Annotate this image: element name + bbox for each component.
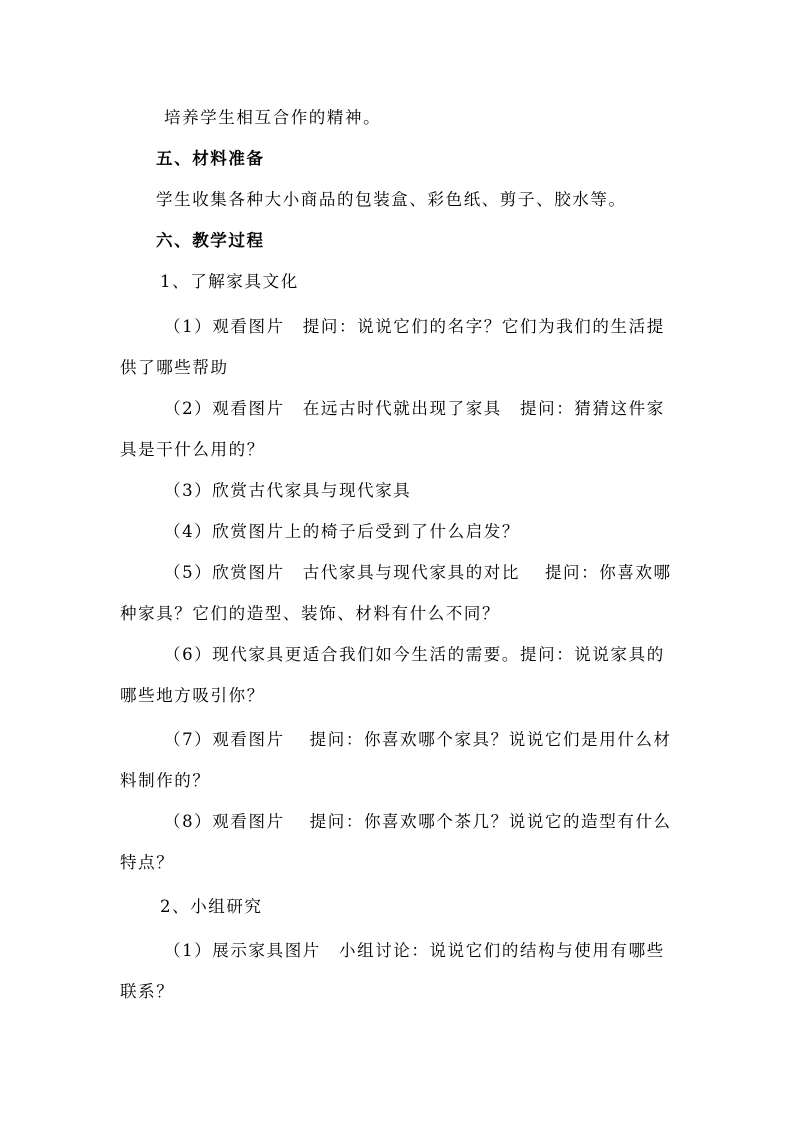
- list-item-8-line-2: 特点？: [120, 853, 175, 872]
- paragraph-materials: 学生收集各种大小商品的包装盒、彩色纸、剪子、胶水等。: [156, 190, 627, 209]
- group-item-1-line-1: （1）展示家具图片 小组讨论：说说它们的结构与使用有哪些: [164, 941, 665, 960]
- group-item-1-line-2: 联系？: [120, 982, 175, 1001]
- section-heading-process: 六、教学过程: [156, 231, 265, 250]
- list-item-6-line-2: 哪些地方吸引你？: [120, 686, 265, 705]
- list-item-3: （3）欣赏古代家具与现代家具: [164, 481, 412, 500]
- list-item-7-line-2: 料制作的？: [120, 771, 211, 790]
- list-item-4: （4）欣赏图片上的椅子后受到了什么启发？: [164, 522, 520, 541]
- subheading-furniture-culture: 1、了解家具文化: [160, 272, 299, 291]
- list-item-1-line-2: 供了哪些帮助: [120, 358, 229, 377]
- section-heading-materials: 五、材料准备: [156, 149, 265, 168]
- list-item-2-line-1: （2）观看图片 在远古时代就出现了家具 提问：猜猜这件家: [164, 399, 665, 418]
- list-item-2-line-2: 具是干什么用的？: [120, 440, 265, 459]
- list-item-7-line-1: （7）观看图片 提问：你喜欢哪个家具？说说它们是用什么材: [164, 730, 672, 749]
- list-item-5-line-1: （5）欣赏图片 古代家具与现代家具的对比 提问：你喜欢哪: [164, 563, 672, 582]
- list-item-1-line-1: （1）观看图片 提问：说说它们的名字？它们为我们的生活提: [164, 317, 665, 336]
- list-item-8-line-1: （8）观看图片 提问：你喜欢哪个茶几？说说它的造型有什么: [164, 812, 672, 831]
- paragraph-goal-end: 培养学生相互合作的精神。: [164, 108, 382, 127]
- subheading-group-study: 2、小组研究: [160, 897, 263, 916]
- list-item-6-line-1: （6）现代家具更适合我们如今生活的需要。提问：说说家具的: [164, 645, 665, 664]
- list-item-5-line-2: 种家具？它们的造型、装饰、材料有什么不同？: [120, 604, 501, 623]
